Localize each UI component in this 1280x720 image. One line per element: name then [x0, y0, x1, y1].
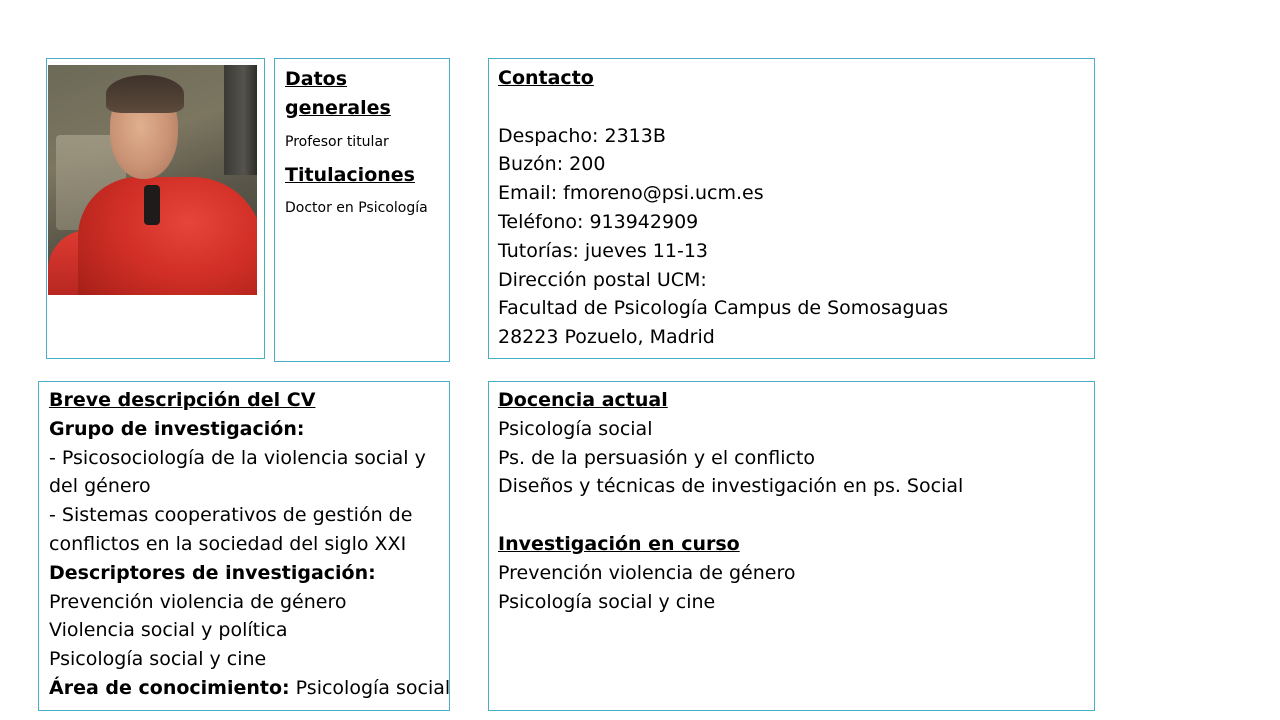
contact-postal-label: Dirección postal UCM: — [498, 268, 707, 291]
research-item: Prevención violencia de género — [498, 561, 796, 584]
contact-mailbox: Buzón: 200 — [498, 153, 606, 176]
knowledge-area-value: Psicología social — [289, 676, 451, 699]
general-title-line2: generales — [285, 96, 391, 119]
contact-postal-address: Facultad de Psicología Campus de Somosaguas — [498, 297, 949, 320]
research-group-heading: Grupo de investigación: — [49, 417, 305, 440]
course-item: Psicología social — [498, 417, 653, 440]
descriptors-heading: Descriptores de investigación: — [49, 561, 376, 584]
descriptor-item: Prevención violencia de género — [49, 590, 347, 613]
cv-panel — [38, 381, 450, 711]
research-group-line: del género — [49, 475, 151, 498]
general-data-panel — [274, 58, 450, 362]
research-item: Psicología social y cine — [498, 590, 716, 613]
contact-phone: Teléfono: 913942909 — [498, 210, 699, 233]
degree: Doctor en Psicología — [285, 200, 428, 217]
knowledge-area — [49, 674, 449, 703]
research-group-line: - Sistemas cooperativos de gestión de — [49, 504, 413, 527]
descriptor-item: Psicología social y cine — [49, 648, 267, 671]
general-title-line1: Datos — [285, 68, 348, 90]
research-group-line: - Psicosociología de la violencia social y — [49, 446, 426, 469]
descriptor-item: Violencia social y política — [49, 619, 288, 642]
contact-tutoring: Tutorías: jueves 11-13 — [498, 239, 709, 262]
contact-email[interactable]: Email: fmoreno@psi.ucm.es — [498, 182, 764, 205]
contact-office: Despacho: 2313B — [498, 124, 666, 147]
photo-panel — [46, 58, 265, 359]
research-title: Investigación en curso — [498, 532, 740, 555]
knowledge-area-label: Área de conocimiento: — [49, 676, 290, 699]
cv-title: Breve descripción del CV — [49, 389, 316, 411]
contact-panel — [488, 58, 1095, 359]
degrees-title: Titulaciones — [285, 163, 415, 186]
profile-photo — [48, 65, 257, 295]
research-group-line: conflictos en la sociedad del siglo XXI — [49, 532, 407, 555]
contact-title: Contacto — [498, 67, 594, 89]
teaching-title: Docencia actual — [498, 389, 668, 411]
academic-position: Profesor titular — [285, 133, 389, 150]
teaching-panel — [488, 381, 1095, 711]
contact-postal-city: 28223 Pozuelo, Madrid — [498, 326, 715, 349]
course-item: Diseños y técnicas de investigación en ps. Social — [498, 475, 964, 498]
course-item: Ps. de la persuasión y el conflicto — [498, 446, 816, 469]
